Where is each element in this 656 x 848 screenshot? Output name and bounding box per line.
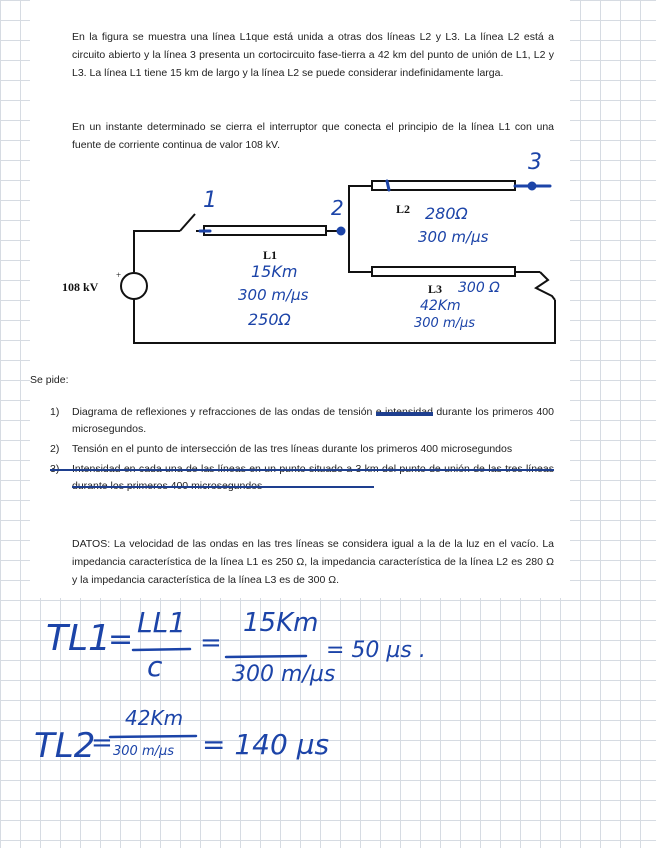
switch-paragraph: En un instante determinado se cierra el interruptor que conecta el principio de la línea L1 con una fuente de corriente continua de valor 108 kV. [72,121,554,151]
hw-frac1-denominator: c [147,650,163,683]
hw-equals: = [200,628,222,658]
hw-L1-impedance: 250Ω [248,310,291,329]
hw-fraction-bar [226,656,306,657]
hw-L3-length: 42Km [420,298,461,314]
L2-label: L2 [396,202,411,216]
hw-L2-impedance: 280Ω [425,204,468,223]
hw-frac3-numerator: 42Km [125,706,184,730]
source-plus-sign: + [116,270,122,280]
list-item: 1) Diagrama de reflexiones y refracciones de las ondas de tensión durante los primeros 400 microsegundos. [50,406,554,435]
datos-paragraph: DATOS: La velocidad de las ondas en las tres líneas se considera igual a la de la luz en el vacío. La impedancia característica de la línea L1 es 250 Ω, la impedancia característica de la línea L2 es 280 Ω y la impedancia característica de la línea L3 es de 300 Ω. [72,538,554,586]
hw-frac1-numerator: LL1 [137,606,187,639]
se-pide-heading: Se pide: [30,374,69,386]
hw-L3-speed: 300 m/µs [414,316,476,331]
hw-node-2: 2 [331,196,344,220]
hw-result-1: = 50 µs . [326,638,426,663]
hw-equals: = [108,622,134,657]
hw-fraction-bar [110,736,196,737]
hw-L3-impedance: 300 Ω [458,280,500,296]
hw-fraction-bar [133,649,190,650]
source-voltage-label: 108 kV [62,280,99,294]
hw-frac2-denominator: 300 m/µs [232,662,336,687]
hw-L2-speed: 300 m/µs [418,228,489,246]
L3-label: L3 [428,282,443,296]
hw-node-3: 3 [528,150,542,175]
hw-frac3-denominator: 300 m/µs [113,744,175,759]
hw-equals: = [91,728,113,758]
hw-tl2-symbol: TL2 [34,726,96,766]
hw-L1-length: 15Km [251,262,298,281]
hw-node-1: 1 [203,188,217,213]
intro-paragraph: En la figura se muestra una línea L1que está unida a otras dos líneas L2 y L3. La línea L2 está a circuito abierto y la línea 3 presenta un cortocircuito fase-tierra a 42 km del punto de unión de L1, L2 y L3. La línea L1 tiene 15 km de largo y la línea L2 se puede considerar indefinidamente larga. [72,31,554,79]
hw-result-2: = 140 µs [202,728,330,761]
hw-L1-speed: 300 m/µs [238,286,309,304]
hw-tl1-symbol: TL1 [46,618,111,659]
hw-frac2-numerator: 15Km [243,608,319,638]
L1-label: L1 [263,248,278,262]
list-item: 2) Tensión en el punto de intersección de las tres líneas durante los primeros 400 microsegundos [50,443,513,455]
